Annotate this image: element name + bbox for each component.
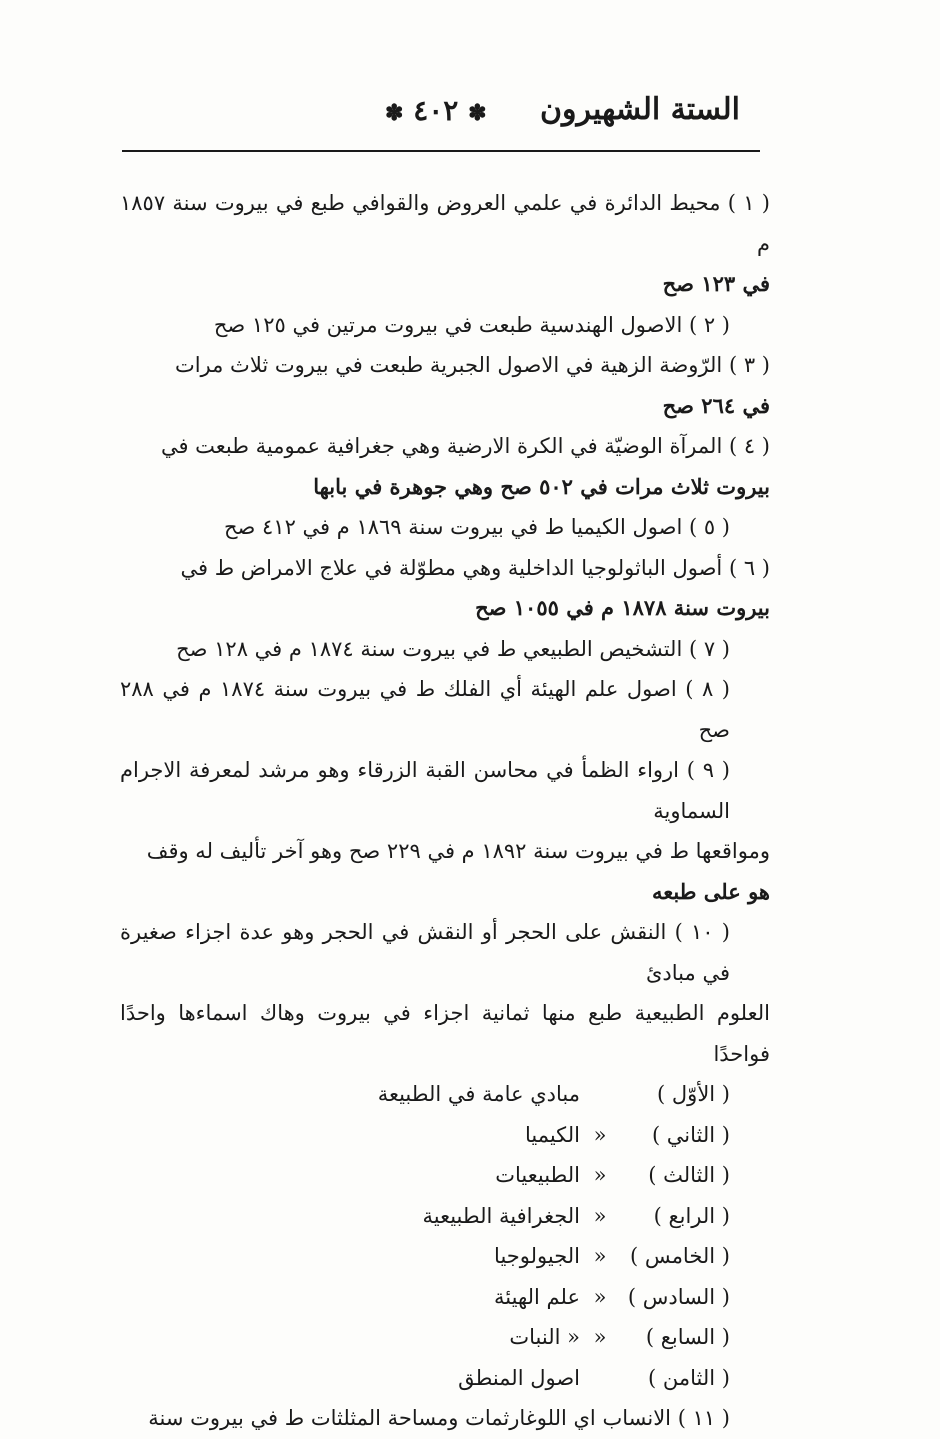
part-title: مبادي عامة في الطبيعة [377,1082,580,1106]
entry-continuation: بيروت سنة ١٨٧٨ م في ١٠٥٥ صح [475,595,770,620]
entry-3 [120,345,770,386]
running-title: الستة الشهيرون [539,92,740,127]
page-body [120,183,770,1439]
ornament-right-icon: ✽ [468,100,487,126]
page-header [120,88,770,138]
part-title: الجغرافية الطبيعية [422,1203,580,1228]
list-item [120,1074,770,1115]
entry-text: أصول الباثولوجيا الداخلية وهي مطوّلة في علاج الامراض ط في [180,555,723,580]
part-title: « النبات [509,1325,580,1349]
ornament-left-icon: ✽ [385,100,404,126]
part-key: ( الخامس ) [630,1244,730,1268]
list-item [120,1317,770,1358]
list-item [120,1155,770,1196]
entry-6 [120,548,770,589]
entry-text: المرآة الوضيّة في الكرة الارضية وهي جغرافية عمومية طبعت في [160,434,723,458]
part-key: ( الثالث ) [648,1163,730,1187]
entry-number: ( ٣ ) [728,353,770,377]
header-rule [122,150,760,152]
entry-number: ( ٩ ) [686,758,730,782]
list-item [120,1236,770,1277]
entry-text: الرّوضة الزهية في الاصول الجبرية طبعت في بيروت ثلاث مرات [174,353,723,377]
part-title: اصول المنطق [458,1365,580,1390]
entry-text: التشخيص الطبيعي ط في بيروت سنة ١٨٧٤ م في ١٢٨ صح [176,636,683,661]
entry-10 [120,912,770,993]
list-item [120,1196,770,1237]
entry-11 [120,1398,770,1439]
entry-1 [120,183,770,264]
entry-continuation: بيروت ثلاث مرات في ٥٠٢ صح وهي جوهرة في بابها [313,473,770,499]
list-item [120,1277,770,1318]
entry-number: ( ١ ) [727,191,770,215]
entry-number: ( ٢ ) [688,312,730,337]
part-key: ( الثامن ) [648,1365,730,1390]
list-item [120,1115,770,1156]
page-number [385,94,487,127]
ditto-mark: « [593,1244,607,1268]
entry-7 [120,629,770,670]
entry-number: ( ٥ ) [688,515,730,539]
entry-text: الاصول الهندسية طبعت في بيروت مرتين في ١٢٥ صح [213,312,683,337]
part-key: ( الثاني ) [651,1122,730,1147]
part-title: علم الهيئة [494,1284,580,1309]
entry-text: ارواء الظمأ في محاسن القبة الزرقاء وهو مرشد لمعرفة الاجرام السماوية [120,758,730,823]
entry-text: محيط الدائرة في علمي العروض والقوافي طبع في بيروت سنة ١٨٥٧ م [120,191,770,256]
entry-text: اصول الكيميا ط في بيروت سنة ١٨٦٩ م في ٤١٢ صح [223,515,683,539]
ditto-mark: « [593,1203,607,1228]
part-key: ( الأوّل ) [657,1082,730,1106]
ditto-mark: « [593,1122,607,1147]
part-title: الطبيعيات [495,1163,580,1187]
entry-5 [120,507,770,548]
entry-continuation: ومواقعها ط في بيروت سنة ١٨٩٢ م في ٢٢٩ صح وهو آخر تأليف له وقف [146,839,770,863]
entry-8 [120,669,770,750]
entry-4 [120,426,770,467]
part-title: الجيولوجيا [494,1244,580,1268]
part-key: ( السادس ) [627,1284,730,1309]
ditto-mark: « [593,1325,607,1349]
entry-text: اصول علم الهيئة أي الفلك ط في بيروت سنة ١٨٧٤ م في ٢٨٨ صح [120,677,730,742]
entry-number: ( ٨ ) [685,677,730,701]
entry-number: ( ٤ ) [728,434,770,458]
part-title: الكيميا [524,1122,580,1147]
entry-number: ( ٧ ) [688,636,730,661]
entry-number: ( ١١ ) [677,1406,730,1430]
book-page [120,0,770,1430]
entry-continuation: في ١٢٣ صح [662,271,770,296]
ditto-mark: « [593,1163,607,1187]
page-number-value: ٤٠٢ [413,94,459,127]
entry-9 [120,750,770,831]
entry-continuation: في ٢٦٤ صح [662,392,770,418]
entry-number: ( ١٠ ) [674,920,730,944]
entry-number: ( ٦ ) [728,555,770,580]
part-key: ( السابع ) [645,1325,730,1349]
entry-2 [120,305,770,346]
ditto-mark: « [593,1284,607,1309]
entry-text: الانساب اي اللوغارثمات ومساحة المثلثات ط في بيروت سنة [148,1406,671,1430]
part-key: ( الرابع ) [653,1203,730,1228]
entry-continuation: العلوم الطبيعية طبع منها ثمانية اجزاء في بيروت وهاك اسماءها واحدًا فواحدًا [120,1001,770,1066]
entry-text: النقش على الحجر أو النقش في الحجر وهو عدة اجزاء صغيرة في مبادئ [120,920,730,985]
list-item [120,1358,770,1399]
entry-continuation: هو على طبعه [652,878,770,904]
